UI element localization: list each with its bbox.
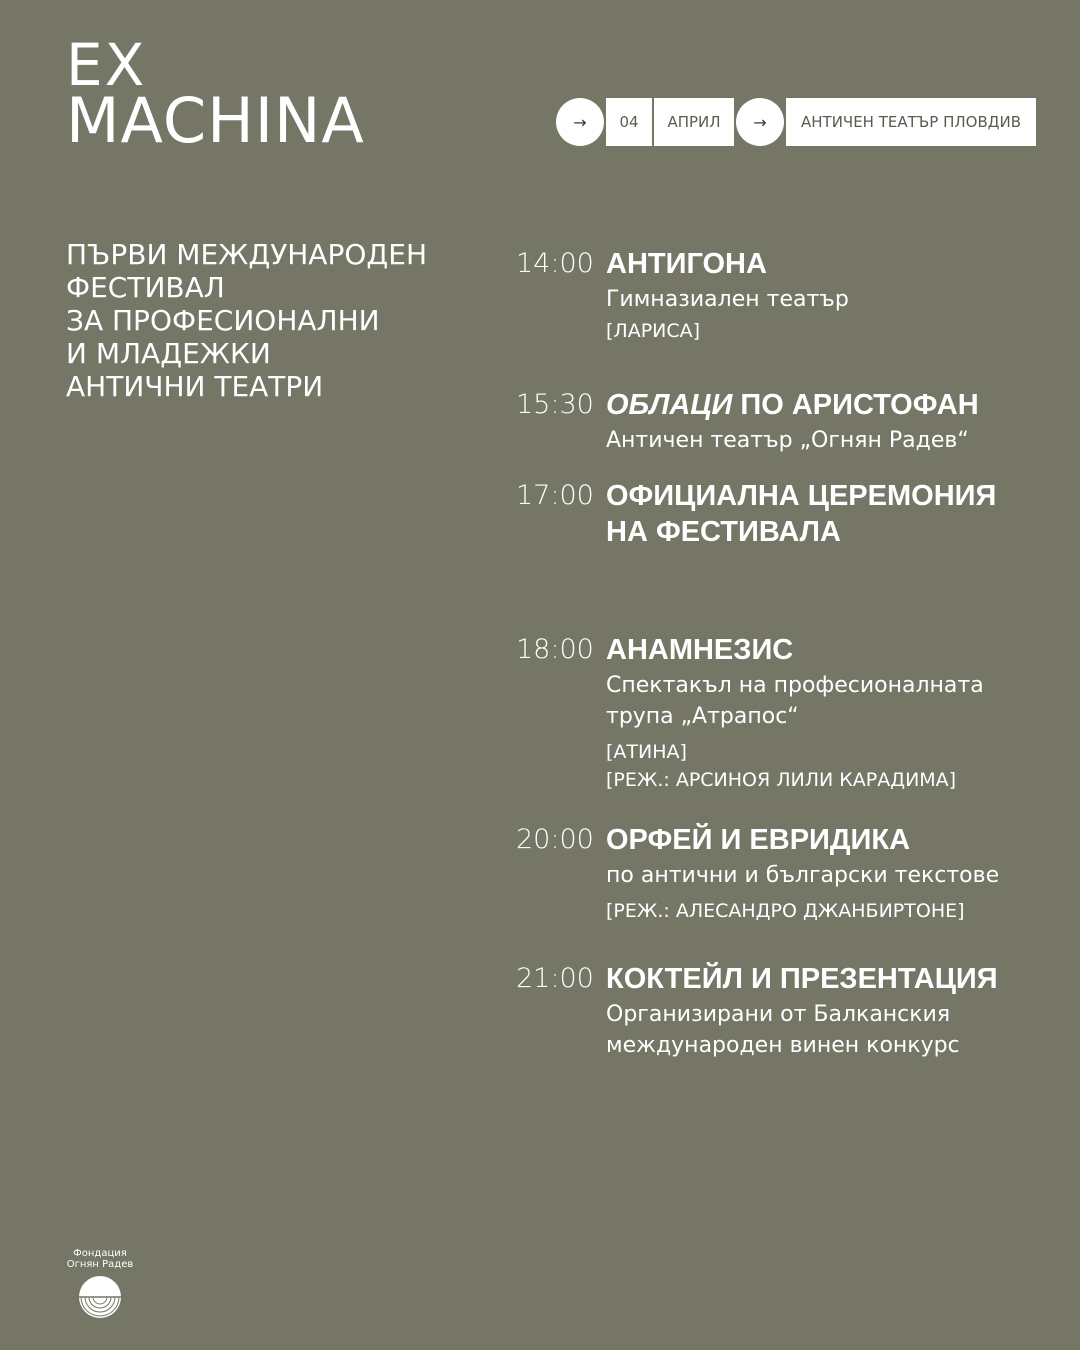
event-time: 21:00 [516,963,594,994]
event-schedule [516,246,1056,1061]
event-title: АНАМНЕЗИС [606,634,794,666]
intro-line: ПЪРВИ МЕЖДУНАРОДЕН [66,238,428,271]
event-subtitle: по антични и български текстове [606,863,1000,888]
event-director: [РЕЖ.: АРСИНОЯ ЛИЛИ КАРАДИМА] [606,769,957,791]
foundation-name-line: Фондация [73,1248,127,1259]
festival-description [66,238,427,403]
event-title-rest: ПО АРИСТОФАН [732,389,979,421]
event-subtitle-line: трупа „Атрапос“ [606,704,799,729]
vinyl-record-icon [77,1274,123,1320]
event-director: [РЕЖ.: АЛЕСАНДРО ДЖАНБИРТОНЕ] [606,900,965,922]
foundation-logo [62,1248,138,1325]
event-title-line: НА ФЕСТИВАЛА [606,516,841,548]
arrow-right-icon: → [556,98,604,146]
event-item [516,246,1056,345]
event-title [606,387,1056,423]
event-title: КОКТЕЙЛ И ПРЕЗЕНТАЦИЯ [606,963,998,995]
event-title-line: ОФИЦИАЛНА ЦЕРЕМОНИЯ [606,480,997,512]
event-title-italic: ОБЛАЦИ [606,389,733,421]
event-subtitle: Гимназиален театър [606,287,849,312]
date-venue-bar [556,98,1036,146]
logo-line-ex: EX [66,31,147,99]
festival-logo [66,31,365,157]
event-item [516,961,1056,1061]
event-time: 17:00 [516,480,594,511]
event-time: 15:30 [516,389,594,420]
intro-line: ФЕСТИВАЛ [66,271,225,304]
event-time: 14:00 [516,248,594,279]
event-time: 18:00 [516,634,594,665]
logo-line-machina: MACHINA [66,84,365,157]
event-time: 20:00 [516,824,594,855]
event-subtitle-line: международен винен конкурс [606,1033,960,1058]
event-item [516,632,1056,794]
intro-line: ЗА ПРОФЕСИОНАЛНИ [66,304,380,337]
venue-label: АНТИЧЕН ТЕАТЪР ПЛОВДИВ [786,98,1036,146]
intro-line: И МЛАДЕЖКИ [66,337,271,370]
date-day: 04 [606,98,652,146]
date-month: АПРИЛ [654,98,734,146]
event-item [516,822,1056,925]
event-subtitle-line: Спектакъл на професионалната [606,673,984,698]
intro-line: АНТИЧНИ ТЕАТРИ [66,370,324,403]
event-subtitle-line: Организирани от Балканския [606,1002,951,1027]
event-title: ОРФЕЙ И ЕВРИДИКА [606,824,911,856]
arrow-right-icon: → [736,98,784,146]
event-item [516,478,1056,550]
event-location: [АТИНА] [606,741,687,763]
event-title: АНТИГОНА [606,248,767,280]
foundation-name-line: Огнян Радев [66,1259,134,1270]
event-subtitle: Античен театър „Огнян Радев“ [606,428,969,453]
event-item [516,387,1056,456]
event-location: [ЛАРИСА] [606,320,701,342]
